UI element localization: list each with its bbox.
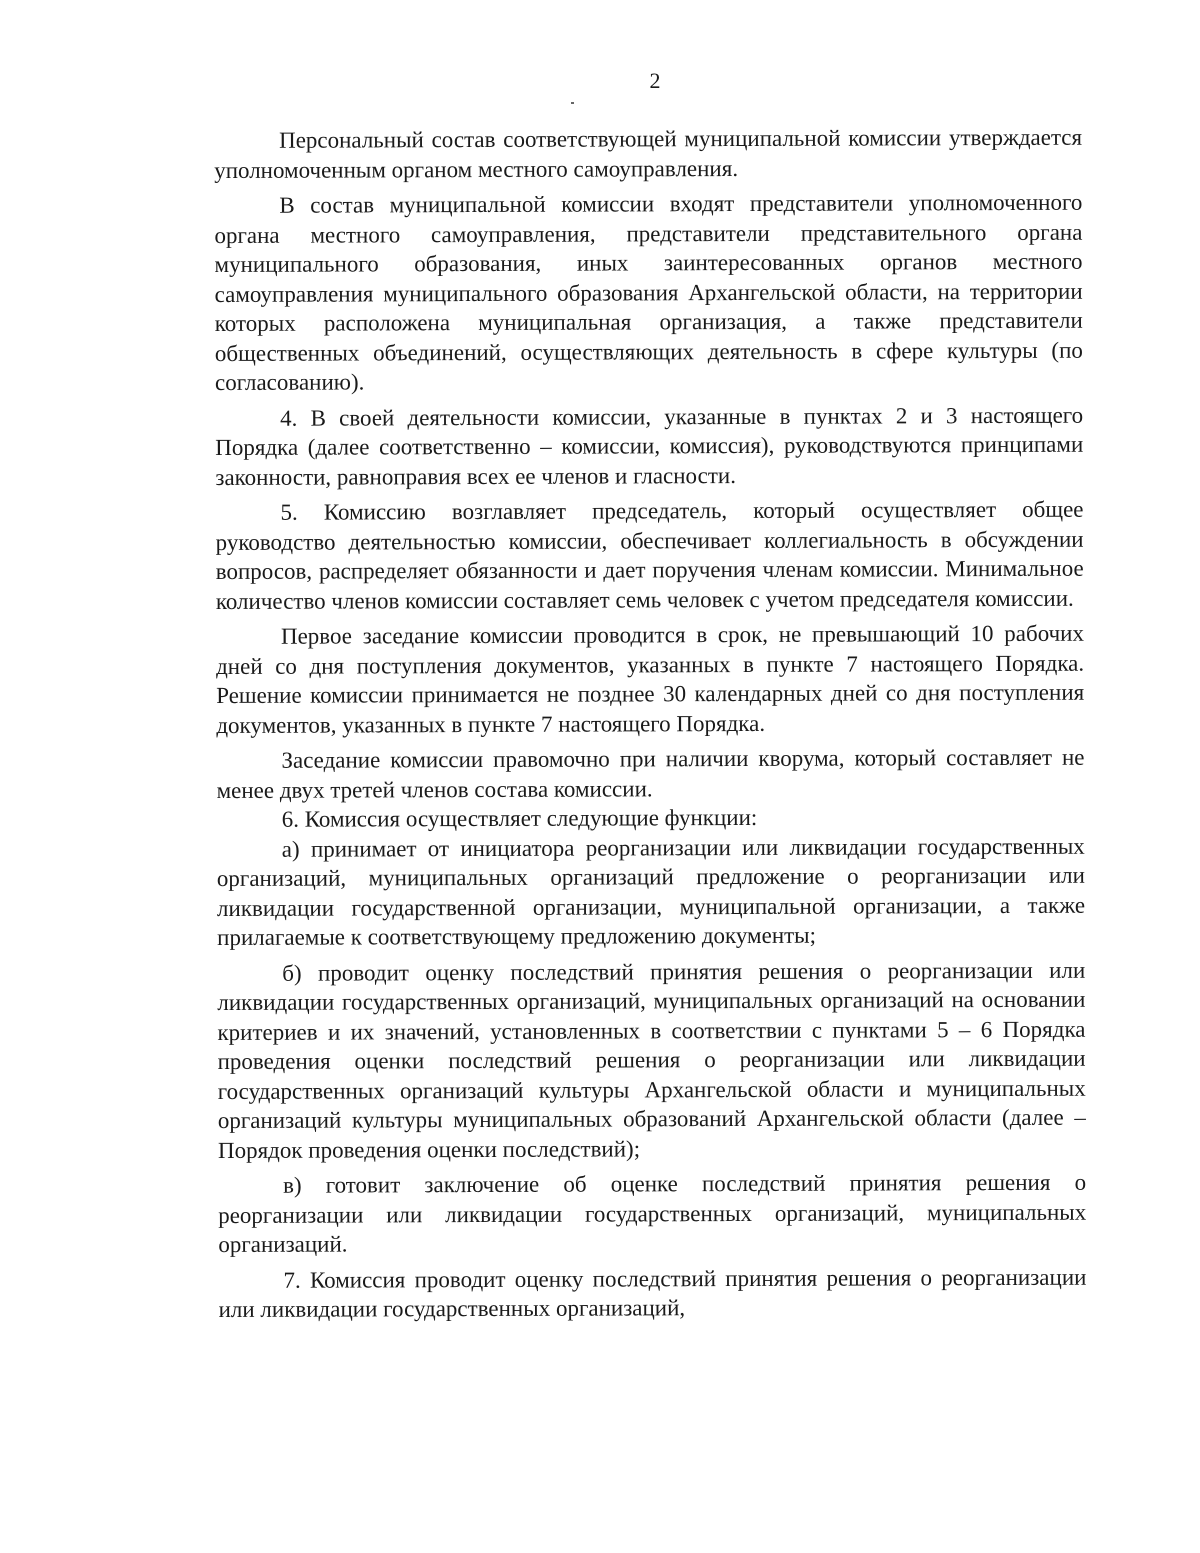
paragraph-item-6: 6. Комиссия осуществляет следующие функции: xyxy=(281,804,758,832)
document-body xyxy=(214,123,1087,1325)
page-number: 2 xyxy=(649,68,661,93)
paragraph-item-7: 7. Комиссия проводит оценку последствий принятия решения о реорганизации или ликвидации государственных организаций, xyxy=(218,1264,1087,1322)
paragraph-first-meeting: Первое заседание комиссии проводится в срок, не превышающий 10 рабочих дней со дня поступления документов, указанных в пункте 7 настоящего Порядка. Решение комиссии принимается не позднее 30 календарных дней со дня поступления документов, указанных в пункте 7 настоящего Порядка. xyxy=(216,620,1085,738)
paragraph-item-6a: а) принимает от инициатора реорганизации или ликвидации государственных организаций, муниципальных организаций предложение о реорганизации или ликвидации государственной организации, муниципальной организации, а также прилагаемые к соответствующему предложению документы; xyxy=(216,833,1086,950)
paragraph-composition-approval: Персональный состав соответствующей муниципальной комиссии утверждается уполномоченным органом местного самоуправления. xyxy=(214,124,1083,183)
paragraph-item-6b: б) проводит оценку последствий принятия решения о реорганизации или ликвидации государственных организаций, муниципальных организаций на основании критериев и их значений, установленных в соответствии с пунктами 5 – 6 Порядка проведения оценки последствий решения о реорганизации или ликвидации государственных организаций культуры Архангельской области и муниципальных организаций культуры муниципальных образований Архангельской области (далее – Порядок проведения оценки последствий); xyxy=(217,957,1086,1163)
paragraph-item-6v: в) готовит заключение об оценке последствий принятия решения о реорганизации или ликвидации государственных организаций, муниципальных организаций. xyxy=(218,1169,1087,1257)
paragraph-commission-members: В состав муниципальной комиссии входят представители уполномоченного органа местного самоуправления, представители представительного органа муниципального образования, иных заинтересованных органов местного самоуправления муниципального образования Архангельской области, на территории которых расположена муниципальная организация, а также представители общественных объединений, осуществляющих деятельность в сфере культуры (по согласованию). xyxy=(214,189,1083,395)
paragraph-item-5: 5. Комиссию возглавляет председатель, который осуществляет общее руководство деятельностью комиссии, обеспечивает коллегиальность в обсуждении вопросов, распределяет обязанности и дает поручения членам комиссии. Минимальное количество членов комиссии составляет семь человек с учетом председателя комиссии. xyxy=(215,496,1084,614)
paragraph-quorum: Заседание комиссии правомочно при наличии кворума, который составляет не менее двух третей членов состава комиссии. xyxy=(216,744,1085,803)
scan-speck xyxy=(571,102,574,104)
paragraph-item-4: 4. В своей деятельности комиссии, указанные в пунктах 2 и 3 настоящего Порядка (далее соответственно – комиссии, комиссия), руководствуются принципами законности, равноправия всех ее членов и гласности. xyxy=(215,402,1084,490)
